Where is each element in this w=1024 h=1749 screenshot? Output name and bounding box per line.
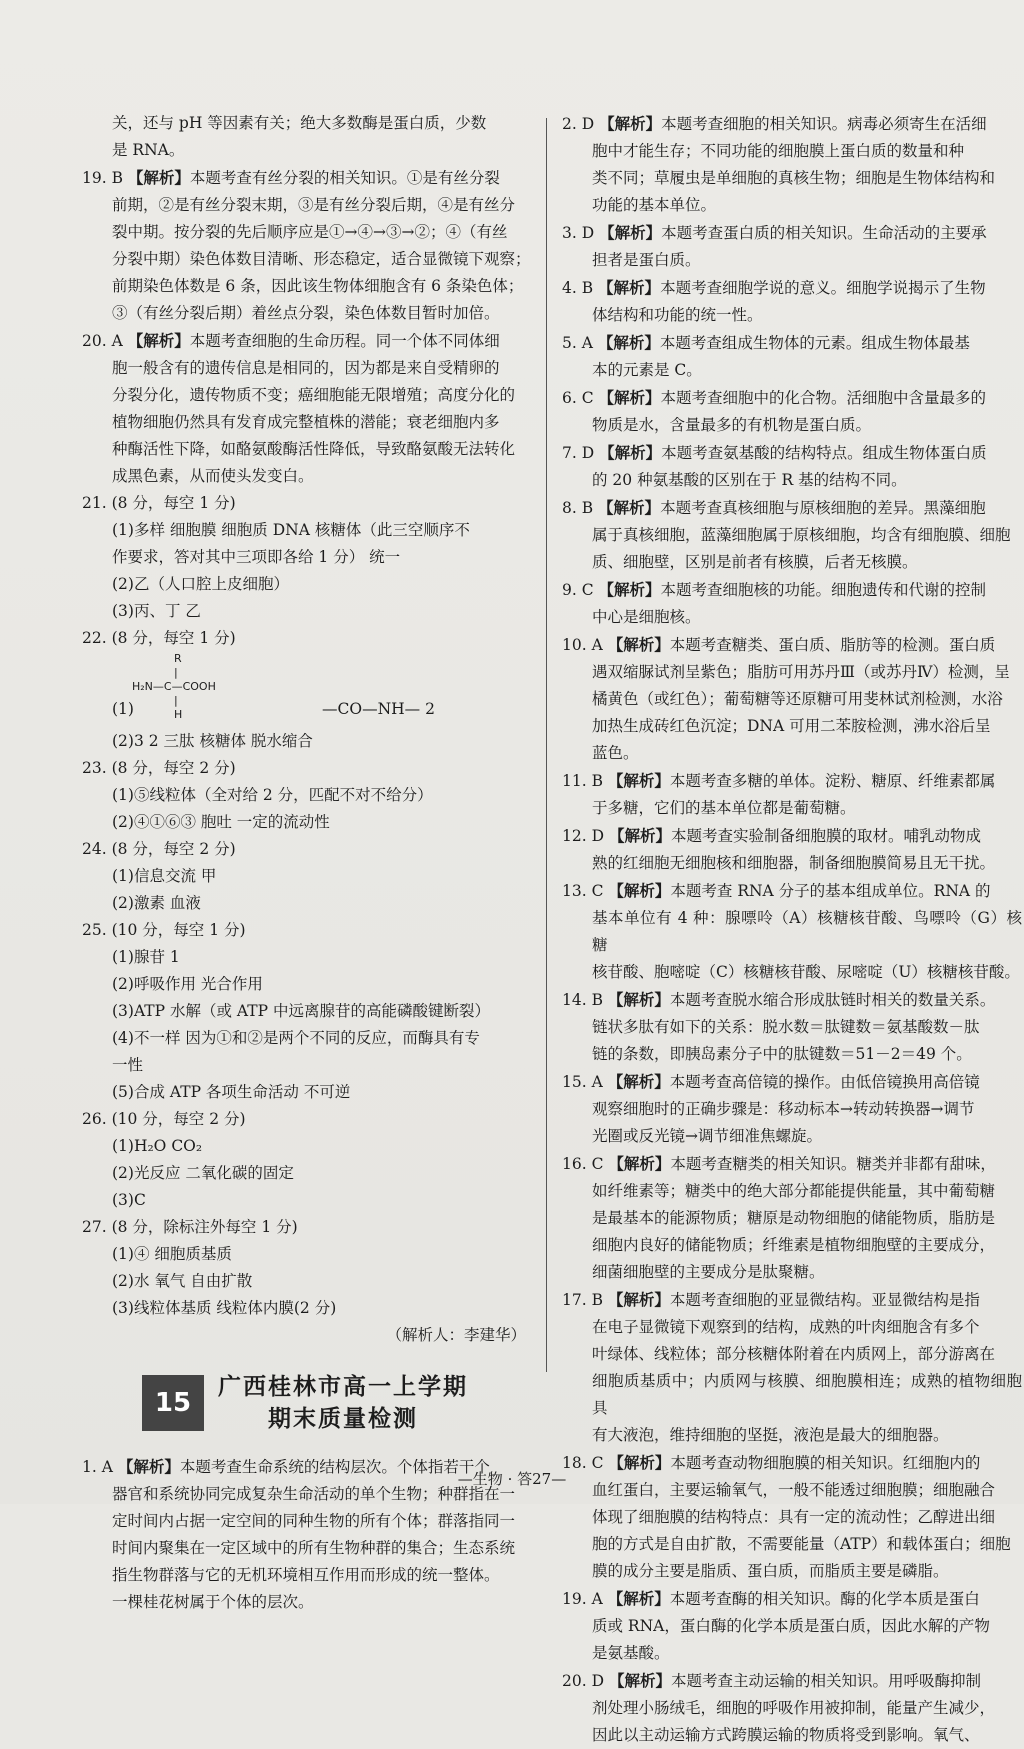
text-line: (1)多样 细胞膜 细胞质 DNA 核糖体（此三空顺序不 — [112, 521, 470, 539]
answer-4: 4. B 【解析】本题考查细胞学说的意义。细胞学说揭示了生物 — [562, 278, 986, 297]
text-line: 细胞内良好的储能物质；纤维素是植物细胞壁的主要成分， — [592, 1236, 996, 1254]
section-header — [142, 1371, 532, 1435]
text-line: 前期染色体数是 6 条，因此该生物体细胞含有 6 条染色体； — [112, 277, 524, 295]
text-line: 基本单位有 4 种：腺嘌呤（A）核糖核苷酸、鸟嘌呤（G）核糖 — [592, 909, 1022, 954]
text-line: (2)水 氧气 自由扩散 — [112, 1272, 253, 1290]
text-line: 链状多肽有如下的关系：脱水数＝肽键数＝氨基酸数－肽 — [592, 1018, 980, 1036]
text-line: (1)腺苷 1 — [112, 948, 180, 966]
column-divider — [546, 118, 547, 1372]
text-line: (2)激素 血液 — [112, 894, 201, 912]
answer-19: 19. B 【解析】本题考查有丝分裂的相关知识。①是有丝分裂 — [82, 168, 500, 187]
answer-26: 26. (10 分，每空 2 分) — [82, 1110, 246, 1128]
text-line: 是最基本的能源物质；糖原是动物细胞的储能物质，脂肪是 — [592, 1209, 996, 1227]
text-line: (2)光反应 二氧化碳的固定 — [112, 1164, 294, 1182]
answer-20: 20. D 【解析】本题考查主动运输的相关知识。用呼吸酶抑制 — [562, 1671, 981, 1690]
text-line: 关，还与 pH 等因素有关；绝大多数酶是蛋白质，少数 — [112, 114, 487, 132]
answer-21: 21. (8 分，每空 1 分) — [82, 494, 236, 512]
text-line: 细胞质基质中；内质网与核膜、细胞膜相连；成熟的植物细胞具 — [592, 1372, 1022, 1417]
text-line: 属于真核细胞，蓝藻细胞属于原核细胞，均含有细胞膜、细胞 — [592, 526, 1011, 544]
text-line: 类不同；草履虫是单细胞的真核生物；细胞是生物体结构和 — [592, 169, 996, 187]
answer-14: 14. B 【解析】本题考查脱水缩合形成肽链时相关的数量关系。 — [562, 990, 996, 1009]
text-line: ③（有丝分裂后期）着丝点分裂，染色体数目暂时加倍。 — [112, 304, 500, 322]
text-line: 观察细胞时的正确步骤是：移动标本→转动转换器→调节 — [592, 1100, 975, 1118]
text-line: (1)H₂O CO₂ — [112, 1137, 203, 1155]
text-line: 橘黄色（或红色）；葡萄糖等还原糖可用斐林试剂检测，水浴 — [592, 690, 1003, 708]
answer-10: 10. A 【解析】本题考查糖类、蛋白质、脂肪等的检测。蛋白质 — [562, 635, 996, 654]
text-line: 叶绿体、线粒体；部分核糖体附着在内质网上，部分游离在 — [592, 1345, 996, 1363]
text-line: 遇双缩脲试剂呈紫色；脂肪可用苏丹Ⅲ（或苏丹Ⅳ）检测，呈 — [592, 663, 1010, 681]
answer-27: 27. (8 分，除标注外每空 1 分) — [82, 1218, 298, 1236]
text-line: (2)乙（人口腔上皮细胞） — [112, 575, 289, 593]
answer-15: 15. A 【解析】本题考查高倍镜的操作。由低倍镜换用高倍镜 — [562, 1072, 980, 1091]
text-line: 于多糖，它们的基本单位都是葡萄糖。 — [592, 799, 856, 817]
text-line: 的 20 种氨基酸的区别在于 R 基的结构不同。 — [592, 471, 907, 489]
text-line: 细菌细胞壁的主要成分是肽聚糖。 — [592, 1263, 825, 1281]
text-line: 有大液泡，维持细胞的坚挺，液泡是最大的细胞器。 — [592, 1426, 949, 1444]
text-line: 担者是蛋白质。 — [592, 251, 701, 269]
text-line: 质、细胞壁，区别是前者有核膜，后者无核膜。 — [592, 553, 918, 571]
text-line: (3)丙、丁 乙 — [112, 602, 201, 620]
text-line: 功能的基本单位。 — [592, 196, 717, 214]
answer-9: 9. C 【解析】本题考查细胞核的功能。细胞遗传和代谢的控制 — [562, 580, 987, 599]
answer-8: 8. B 【解析】本题考查真核细胞与原核细胞的差异。黑藻细胞 — [562, 498, 986, 517]
text-line: (1)⑤线粒体（全对给 2 分，匹配不对不给分） — [112, 786, 433, 804]
text-line: (2)呼吸作用 光合作用 — [112, 975, 263, 993]
answer-12: 12. D 【解析】本题考查实验制备细胞膜的取材。哺乳动物成 — [562, 826, 981, 845]
text-line: 是氨基酸。 — [592, 1644, 670, 1662]
text-line: 种酶活性下降，如酪氨酸酶活性降低，导致酪氨酸无法转化 — [112, 440, 516, 458]
text-line: (1)④ 细胞质基质 — [112, 1245, 232, 1263]
answer-6: 6. C 【解析】本题考查细胞中的化合物。活细胞中含量最多的 — [562, 388, 987, 407]
text-line: 熟的红细胞无细胞核和细胞器，制备细胞膜简易且无干扰。 — [592, 854, 996, 872]
text-line: (4)不一样 因为①和②是两个不同的反应，而酶具有专 — [112, 1029, 480, 1047]
answer-1: 1. A 【解析】本题考查生命系统的结构层次。个体指若干个 — [82, 1457, 490, 1476]
text-line: (1)信息交流 甲 — [112, 867, 217, 885]
text-line: 血红蛋白，主要运输氧气，一般不能透过细胞膜；细胞融合 — [592, 1481, 996, 1499]
answer-22: 22. (8 分，每空 1 分) — [82, 629, 236, 647]
text-line: 时间内聚集在一定区域中的所有生物种群的集合；生态系统 — [112, 1539, 516, 1557]
answer-24: 24. (8 分，每空 2 分) — [82, 840, 236, 858]
text-line: 剂处理小肠绒毛，细胞的呼吸作用被抑制，能量产生减少， — [592, 1699, 996, 1717]
text-line: (3)线粒体基质 线粒体内膜(2 分) — [112, 1299, 337, 1317]
text-line: 植物细胞仍然具有发育成完整植株的潜能；衰老细胞内多 — [112, 413, 500, 431]
answer-13: 13. C 【解析】本题考查 RNA 分子的基本组成单位。RNA 的 — [562, 881, 991, 900]
text-line: 因此以主动运输方式跨膜运输的物质将受到影响。氧气、 — [592, 1726, 980, 1744]
text-line: 本的元素是 C。 — [592, 361, 702, 379]
text-line: 前期，②是有丝分裂末期，③是有丝分裂后期，④是有丝分 — [112, 196, 516, 214]
answer-16: 16. C 【解析】本题考查糖类的相关知识。糖类并非都有甜味， — [562, 1154, 996, 1173]
answer-25: 25. (10 分，每空 1 分) — [82, 921, 246, 939]
text-line: 加热生成砖红色沉淀；DNA 可用二苯胺检测，沸水浴后呈 — [592, 717, 991, 735]
text-line: 胞的方式是自由扩散，不需要能量（ATP）和载体蛋白；细胞 — [592, 1535, 1011, 1553]
section-title: 广西桂林市高一上学期 期末质量检测 — [218, 1374, 468, 1432]
right-column — [562, 110, 1022, 1749]
text-line: (3)C — [112, 1191, 146, 1209]
text-line: 链的条数，即胰岛素分子中的肽键数＝51－2＝49 个。 — [592, 1045, 972, 1063]
text-line: (2)3 2 三肽 核糖体 脱水缩合 — [112, 732, 313, 750]
answer-18: 18. C 【解析】本题考查动物细胞膜的相关知识。红细胞内的 — [562, 1453, 981, 1472]
answer-20: 20. A 【解析】本题考查细胞的生命历程。同一个体不同体细 — [82, 331, 500, 350]
text-line: 在电子显微镜下观察到的结构，成熟的叶肉细胞含有多个 — [592, 1318, 980, 1336]
text-line: 物质是水，含量最多的有机物是蛋白质。 — [592, 416, 872, 434]
answer-19: 19. A 【解析】本题考查酶的相关知识。酶的化学本质是蛋白 — [562, 1589, 980, 1608]
text-line: 核苷酸、胞嘧啶（C）核糖核苷酸、尿嘧啶（U）核糖核苷酸。 — [592, 963, 1020, 981]
text-line: 一棵桂花树属于个体的层次。 — [112, 1593, 314, 1611]
section-number: 15 — [142, 1375, 204, 1431]
text-line: (5)合成 ATP 各项生命活动 不可逆 — [112, 1083, 351, 1101]
text-line: 胞中才能生存；不同功能的细胞膜上蛋白质的数量和种 — [592, 142, 965, 160]
text-line: 一性 — [112, 1056, 144, 1074]
amino-acid-formula: R | H₂N—C—COOH | H (1) —CO—NH— 2 — [112, 652, 435, 721]
page-footer: —生物 · 答27— — [457, 1470, 567, 1488]
answer-11: 11. B 【解析】本题考查多糖的单体。淀粉、糖原、纤维素都属 — [562, 771, 996, 790]
text-line: 指生物群落与它的无机环境相互作用而形成的统一整体。 — [112, 1566, 500, 1584]
text-line: (2)④①⑥③ 胞吐 一定的流动性 — [112, 813, 330, 831]
text-line: 是 RNA。 — [112, 141, 185, 159]
analyst-signature: （解析人：李建华） — [386, 1326, 526, 1344]
answer-17: 17. B 【解析】本题考查细胞的亚显微结构。亚显微结构是指 — [562, 1290, 980, 1309]
text-line: (3)ATP 水解（或 ATP 中远离腺苷的高能磷酸键断裂） — [112, 1002, 490, 1020]
text-line: 分裂中期）染色体数目清晰、形态稳定，适合显微镜下观察； — [112, 250, 531, 268]
answer-7: 7. D 【解析】本题考查氨基酸的结构特点。组成生物体蛋白质 — [562, 443, 987, 462]
text-line: 器官和系统协同完成复杂生命活动的单个生物；种群指在一 — [112, 1485, 516, 1503]
text-line: 膜的成分主要是脂质、蛋白质，而脂质主要是磷脂。 — [592, 1562, 949, 1580]
text-line: 如纤维素等；糖类中的绝大部分都能提供能量，其中葡萄糖 — [592, 1182, 996, 1200]
text-line: 体现了细胞膜的结构特点：具有一定的流动性；乙醇进出细 — [592, 1508, 996, 1526]
left-column — [82, 110, 532, 1616]
text-line: 定时间内占据一定空间的同种生物的所有个体；群落指同一 — [112, 1512, 516, 1530]
text-line: 成黑色素，从而使头发变白。 — [112, 467, 314, 485]
text-line: 作要求，答对其中三项即各给 1 分） 统一 — [112, 548, 401, 566]
answer-23: 23. (8 分，每空 2 分) — [82, 759, 236, 777]
text-line: 中心是细胞核。 — [592, 608, 701, 626]
text-line: 蓝色。 — [592, 744, 639, 762]
answer-5: 5. A 【解析】本题考查组成生物体的元素。组成生物体最基 — [562, 333, 970, 352]
text-line: 裂中期。按分裂的先后顺序应是①→④→③→②；④（有丝 — [112, 223, 508, 241]
text-line: 分裂分化，遗传物质不变；癌细胞能无限增殖；高度分化的 — [112, 386, 516, 404]
text-line: 质或 RNA，蛋白酶的化学本质是蛋白质，因此水解的产物 — [592, 1617, 990, 1635]
answer-2: 2. D 【解析】本题考查细胞的相关知识。病毒必须寄生在活细 — [562, 114, 987, 133]
text-line: 光圈或反光镜→调节细准焦螺旋。 — [592, 1127, 822, 1145]
answer-3: 3. D 【解析】本题考查蛋白质的相关知识。生命活动的主要承 — [562, 223, 987, 242]
text-line: 体结构和功能的统一性。 — [592, 306, 763, 324]
text-line: 胞一般含有的遗传信息是相同的，因为都是来自受精卵的 — [112, 359, 500, 377]
